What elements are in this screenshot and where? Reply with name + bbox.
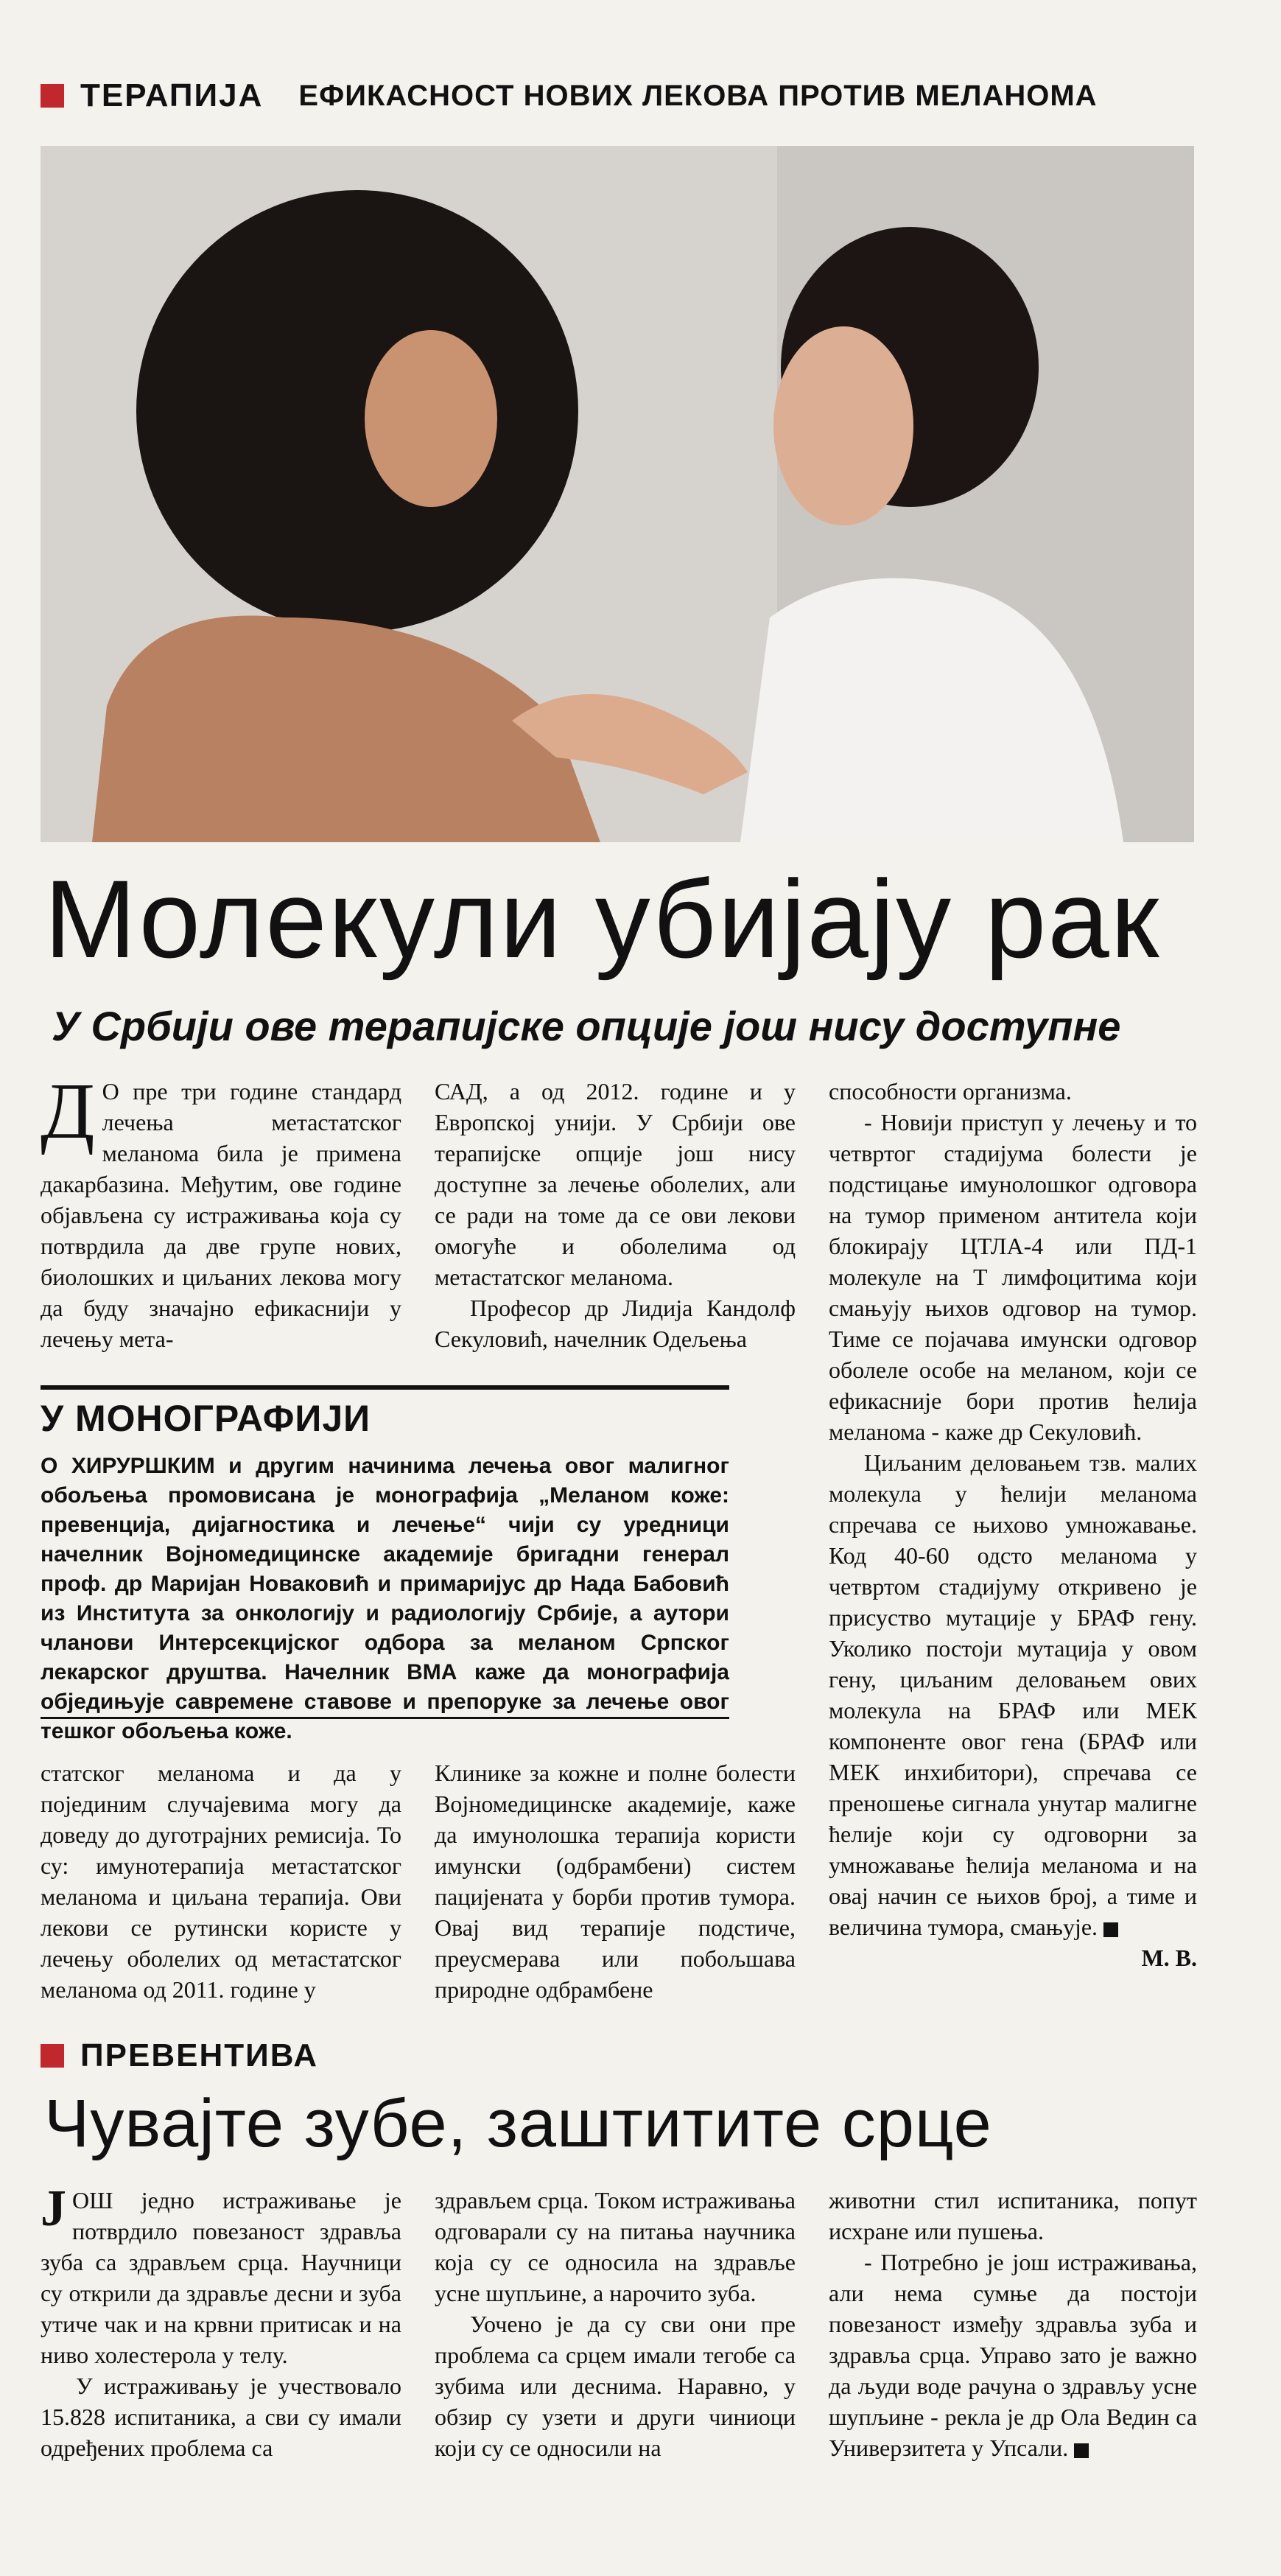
- paragraph: О пре три године стандард лечења метастатског меланома била је примена дакарбазина. Међутим, ове године објављена су истраживања која су потврдила да две групе нових, биолошких и циљаних лекова могу да буду значајно ефикаснији у лечењу мета-: [41, 1078, 401, 1352]
- box-divider: [41, 1717, 729, 1719]
- paragraph: - Потребно је још истраживања, али нема сумње да постоји повезаност између здравља зуба и здравља срца. Управо зато је важно да људи воде рачуна о здрављу усне шупљине - рекла је др Ола Ведин са Универзитета у Упсали.: [829, 2249, 1197, 2461]
- dropcap: Д: [41, 1068, 95, 1155]
- article-subheadline: У Србији ове терапијске опције још нису доступне: [52, 1003, 1121, 1049]
- article2-headline: Чувајте зубе, заштитите срце: [44, 2086, 992, 2161]
- monograph-box: [41, 1385, 729, 1746]
- article-photo: [41, 146, 1194, 842]
- box-title: У МОНОГРАФИЈИ: [41, 1398, 371, 1439]
- paragraph: САД, а од 2012. године и у Европској унији. У Србији ове терапијске опције још нису доступне за лечење оболелих, али се ради на томе да се ови лекови омогуће и оболелима од метастатског меланома.: [435, 1078, 796, 1290]
- article2-column-3: [829, 2185, 1197, 2463]
- end-mark-icon: [1074, 2443, 1089, 2458]
- section-header: [41, 74, 1190, 118]
- section-marker-icon: [41, 84, 64, 108]
- paragraph: У истраживању је учествовало 15.828 испитаника, а сви су имали одређених проблема са: [41, 2373, 401, 2461]
- paragraph: статског меланома и да у појединим случајевима могу да доведу до дуготрајних ремисија. То су: имунотерапија метастатског меланома и циљана терапија. Ови лекови се рутински користе у лечењу оболелих од метастатског меланома од 2011. године у: [41, 1760, 401, 2003]
- paragraph: Клинике за кожне и полне болести Војномедицинске академије, каже да имунолошка терапија користи имунски (одбрамбени) систем пацијената у борби против тумора. Овај вид терапије подстиче, преусмерава или побољшава природне одбрамбене: [435, 1760, 796, 2003]
- article-headline: Молекули убијају рак: [44, 857, 1161, 981]
- paragraph: животни стил испитаника, попут исхране или пушења.: [829, 2187, 1197, 2244]
- photo-illustration: [41, 146, 1194, 842]
- article-column-3: [829, 1076, 1197, 1973]
- article-column-2b: [435, 1757, 796, 2005]
- paragraph: Професор др Лидија Кандолф Секуловић, начелник Одељења: [435, 1295, 796, 1352]
- author-signature: М. В.: [1141, 1945, 1197, 1971]
- box-text: О ХИРУРШКИМ и другим начинима лечења овог малигног обољења промовисана је монографија „Меланом коже: превенција, дијагностика и лечење“ чији су уредници начелник Војномедицинске академије бригадни генерал проф. др Маријан Новаковић и примаријус др Нада Бабовић из Института за онкологију и радиологију Србије, а аутори чланови Интерсекцијског одбора за меланом Српског лекарског друштва. Начелник ВМА каже да монографија обједињује савремене ставове и препоруке за лечење овог тешког обољења коже.: [41, 1454, 729, 1743]
- paragraph: Уочено је да су сви они пре проблема са срцем имали тегобе са зубима или деснима. Наравно, у обзир су узети и други чиниоци који су се односили на: [435, 2311, 796, 2461]
- paragraph: ОШ једно истраживање је потврдило повезаност здравља зуба са здрављем срца. Научници су открили да здравље десни и зуба утиче чак и на крвни притисак и на ниво холестерола у телу.: [41, 2187, 401, 2368]
- section-title: ЕФИКАСНОСТ НОВИХ ЛЕКОВА ПРОТИВ МЕЛАНОМА: [298, 79, 1098, 112]
- article-column-2: [435, 1076, 796, 1354]
- paragraph: Циљаним деловањем тзв. малих молекула у ћелији меланома спречава се њихово умножавање. Код 40-60 одсто меланома у четвртом стадијуму откривено је присуство мутације у БРАФ гену. Уколико постоји мутација у овом гену, циљаним деловањем ових молекула на БРАФ или МЕК компоненте овог гена (БРАФ или МЕК инхибитори), спречава се преношење сигнала унутар малигне ћелије који су одговорни за умножавање ћелија меланома и на овај начин се њихов број, а тиме и величина тумора, смањује. М. В.: [829, 1447, 1197, 1942]
- article-column-1: [41, 1068, 401, 1354]
- paragraph: способности организма.: [829, 1078, 1072, 1105]
- section-kicker: ТЕРАПИЈА: [80, 77, 264, 113]
- article2-column-2: [435, 2185, 796, 2463]
- article2-column-1: [41, 2180, 401, 2463]
- paragraph: - Новији приступ у лечењу и то четвртог стадијума болести је подстицање имунолошког одговора на тумор применом антитела који блокирају ЦТЛА-4 или ПД-1 молекуле на Т лимфоцитима који смањују њихов одговор на тумор. Тиме се појачава имунски одговор оболеле особе на меланом, који се ефикасније бори против ћелија меланома - каже др Секуловић.: [829, 1109, 1197, 1445]
- end-mark-icon: [1103, 1922, 1118, 1937]
- section-marker-icon: [41, 2044, 64, 2068]
- section-header-2: [41, 2035, 354, 2076]
- section-kicker-2: ПРЕВЕНТИВА: [80, 2037, 319, 2073]
- dropcap: Ј: [41, 2180, 66, 2237]
- paragraph: здрављем срца. Током истраживања одговарали су на питања научника која су се односила на здравље усне шупљине, а нарочито зуба.: [435, 2187, 796, 2306]
- article-column-1b: [41, 1757, 401, 2005]
